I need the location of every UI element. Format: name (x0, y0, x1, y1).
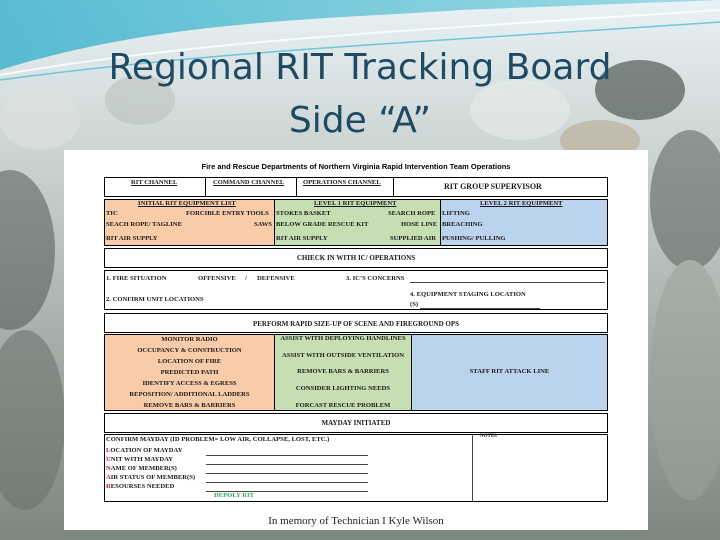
option-separator: / (245, 275, 247, 282)
rit-tracking-form (64, 150, 648, 530)
lunar-item: NAME OF MEMBER(S) (106, 465, 177, 472)
deploy-rit: DEPOLY RIT (214, 492, 254, 499)
memorial-caption: In memory of Technician I Kyle Wilson (268, 515, 444, 527)
level2-equipment-heading: LEVEL 2 RIT EQUIPMENT (480, 200, 563, 207)
equipment-item: PUSHING/ PULLING (442, 235, 506, 242)
check-in-item-1: 1. FIRE SITUATION (106, 275, 167, 282)
size-up-item: FORCAST RESCUE PROBLEM (295, 402, 391, 409)
size-up-item: MONITOR RADIO (161, 336, 218, 343)
rit-group-supervisor-label: RIT GROUP SUPERVISOR (444, 182, 542, 191)
lunar-line (206, 455, 368, 456)
size-up-item: REPOSITION/ ADDITIONAL LADDERS (129, 391, 250, 398)
notes-label: NOTES (480, 434, 497, 439)
size-up-item: REMOVE BARS & BARRIERS (297, 368, 389, 375)
offensive-option: OFFENSIVE (198, 275, 236, 282)
equipment-item: HOSE LINE (401, 221, 438, 228)
staff-rit-attack-line: STAFF RIT ATTACK LINE (469, 368, 550, 375)
equipment-item: BELOW GRADE RESCUE KIT (276, 221, 369, 228)
lunar-item: LOCATION OF MAYDAY (106, 447, 183, 454)
equipment-item: SEARCH ROPE (388, 210, 436, 217)
equipment-item: RIT AIR SUPPLY (106, 235, 158, 242)
size-up-item: PREDICTED PATH (160, 369, 219, 376)
check-in-item-4: 4. EQUIPMENT STAGING LOCATION (410, 291, 526, 298)
size-up-item: REMOVE BARS & BARRIERS (143, 402, 236, 409)
notes-divider (472, 435, 473, 501)
check-in-item-4-s: (S) (410, 301, 419, 308)
lunar-item: UNIT WITH MAYDAY (106, 456, 174, 463)
size-up-heading: PERFORM RAPID SIZE-UP OF SCENE AND FIREGROUND OPS (252, 320, 460, 328)
lunar-line (206, 482, 368, 483)
equipment-item: SEACH ROPE/ TAGLINE (106, 221, 182, 228)
level1-equipment-heading: LEVEL 1 RIT EQUIPMENT (314, 200, 397, 207)
rit-channel-label: RIT CHANNEL (131, 179, 178, 186)
slide-title-line1: Regional RIT Tracking Board (108, 47, 612, 88)
equipment-item: LIFTING (442, 210, 470, 217)
check-in-item-3: 3. IC’S CONCERNS (346, 275, 405, 282)
lunar-item: RESOURSES NEEDED (106, 483, 175, 490)
operations-channel-label: OPERATIONS CHANNEL (303, 179, 381, 186)
equipment-item: SUPPLIED AIR (390, 235, 436, 242)
slide-title-line2: Side “A” (288, 100, 432, 141)
lunar-item: AIR STATUS OF MEMBER(S) (106, 474, 196, 481)
lunar-line (206, 464, 368, 465)
mayday-heading: MAYDAY INITIATED (321, 419, 391, 427)
size-up-item: ASSIST WITH DEPLOYING HANDLINES (280, 335, 406, 342)
equipment-item: SAWS (254, 221, 272, 228)
size-up-item: ASSIST WITH OUTSIDE VENTILATION (281, 352, 405, 359)
lunar-line (206, 473, 368, 474)
confirm-mayday: CONFIRM MAYDAY (ID PROBLEM= LOW AIR, COLLAPSE, LOST, ETC.) (106, 436, 330, 443)
equipment-item: FORCIBLE ENTRY TOOLS (186, 210, 269, 217)
equipment-item: BREACHING (442, 221, 483, 228)
staging-location-line (420, 308, 540, 309)
equipment-item: STOKES BASKET (276, 210, 331, 217)
check-in-item-2: 2. CONFIRM UNIT LOCATIONS (106, 296, 204, 303)
initial-equipment-heading: INITIAL RIT EQUIPMENT LIST (138, 200, 236, 207)
command-channel-label: COMMAND CHANNEL (213, 179, 285, 186)
equipment-item: RIT AIR SUPPLY (276, 235, 328, 242)
size-up-item: CONSIDER LIGHTING NEEDS (295, 385, 391, 392)
check-in-heading: CHIECK IN WITH IC/ OPERATIONS (296, 254, 416, 262)
size-up-item: LOCATION OF FIRE (157, 358, 222, 365)
size-up-item: OCCUPANCY & CONSTRUCTION (137, 347, 242, 354)
size-up-item: IDENTIFY ACCESS & EGRESS (142, 380, 237, 387)
equipment-item: TIC (106, 210, 118, 217)
ic-concerns-line (410, 282, 605, 283)
defensive-option: DEFENSIVE (257, 275, 295, 282)
form-header: Fire and Rescue Departments of Northern Virginia Rapid Intervention Team Operations (201, 162, 511, 171)
